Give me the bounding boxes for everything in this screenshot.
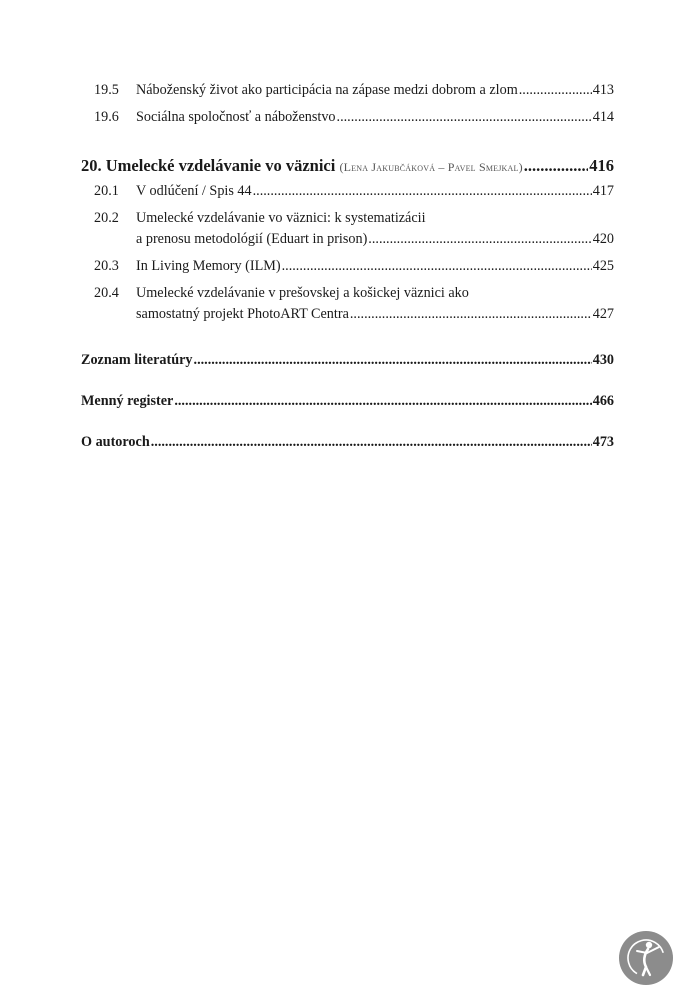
toc-entry-number: 20.2: [94, 210, 119, 226]
toc-entry-title: In Living Memory (ILM): [136, 258, 281, 274]
toc-entry-title-line-2: samostatný projekt PhotoART Centra: [136, 306, 349, 322]
toc-entry-20-1[interactable]: [81, 181, 614, 202]
toc-entry-number: 19.5: [94, 82, 119, 98]
back-matter-title: O autoroch: [81, 434, 150, 450]
toc-entry-title-line-1: Umelecké vzdelávanie v prešovskej a košickej väznici ako: [136, 285, 469, 301]
toc-name-index[interactable]: [81, 391, 614, 412]
leader-dots: [253, 181, 592, 202]
toc-entry-page: 417: [592, 183, 614, 199]
leader-dots: [194, 350, 592, 371]
toc-entry-title: V odlúčení / Spis 44: [136, 183, 252, 199]
back-matter-page: 473: [592, 434, 614, 450]
toc-entry-20-4[interactable]: [81, 283, 614, 325]
toc-entry-20-3[interactable]: [81, 256, 614, 277]
toc-entry-page: 427: [592, 306, 614, 322]
toc-entry-page: 414: [592, 109, 614, 125]
toc-entry-19-6[interactable]: [81, 107, 614, 128]
chapter-page: 416: [589, 156, 614, 175]
back-matter-page: 430: [592, 352, 614, 368]
toc-entry-title-line-2: a prenosu metodológií (Eduart in prison): [136, 231, 368, 247]
table-of-contents: [81, 80, 614, 453]
back-matter-title: Menný register: [81, 393, 174, 409]
leader-dots: [282, 256, 592, 277]
leader-dots: [337, 107, 592, 128]
leader-dots: [151, 432, 592, 453]
toc-entry-title: Náboženský život ako participácia na zápase medzi dobrom a zlom: [136, 82, 518, 98]
toc-entry-page: 413: [592, 82, 614, 98]
chapter-authors: (Lena Jakubčáková – Pavel Smejkal): [339, 160, 523, 174]
leader-dots: [524, 154, 588, 178]
back-matter-title: Zoznam literatúry: [81, 352, 193, 368]
toc-entry-title-line-1: Umelecké vzdelávanie vo väznici: k systematizácii: [136, 210, 426, 226]
toc-entry-title: Sociálna spoločnosť a náboženstvo: [136, 109, 336, 125]
toc-bibliography[interactable]: [81, 350, 614, 371]
back-matter-page: 466: [592, 393, 614, 409]
chapter-title: 20. Umelecké vzdelávanie vo väznici (Lena Jakubčáková – Pavel Smejkal): [81, 156, 523, 175]
leader-dots: [350, 304, 592, 325]
leader-dots: [174, 391, 591, 412]
toc-chapter-20[interactable]: [81, 154, 614, 179]
toc-entry-number: 20.3: [94, 258, 119, 274]
leader-dots: [519, 80, 592, 101]
toc-entry-number: 20.4: [94, 285, 119, 301]
toc-entry-number: 20.1: [94, 183, 119, 199]
leader-dots: [368, 229, 591, 250]
toc-entry-number: 19.6: [94, 109, 119, 125]
toc-entry-20-2[interactable]: [81, 208, 614, 250]
toc-about-authors[interactable]: [81, 432, 614, 453]
toc-entry-page: 420: [592, 231, 614, 247]
toc-entry-19-5[interactable]: [81, 80, 614, 101]
toc-entry-page: 425: [592, 258, 614, 274]
figure-in-circle-logo-icon: [619, 931, 673, 985]
